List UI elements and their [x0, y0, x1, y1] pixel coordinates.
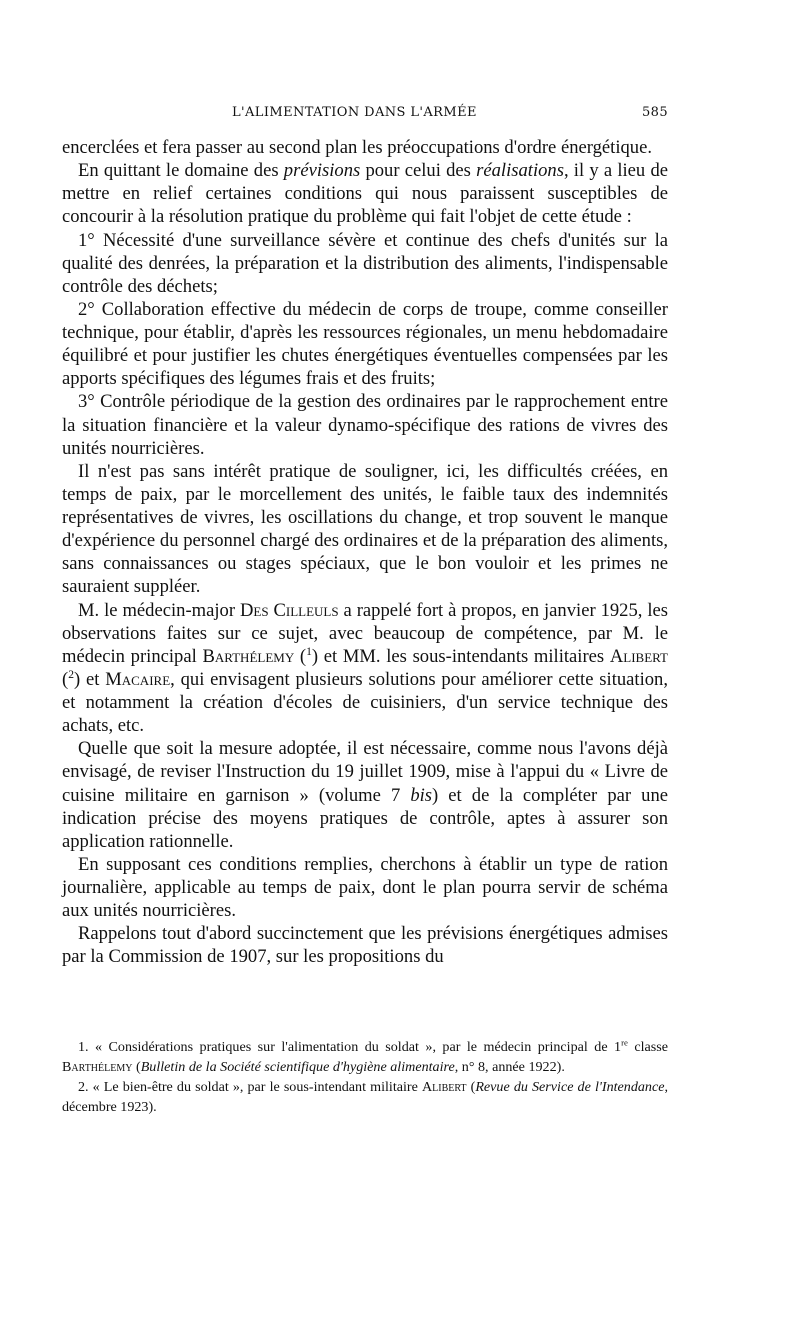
author-name: Alibert [609, 645, 668, 667]
emphasis: bis [410, 784, 433, 806]
paragraph: M. le médecin-major Des Cilleuls a rappelé fort à propos, en janvier 1925, les observations faites sur ce sujet, avec beaucoup de compétence, par M. le médecin principal Barthélemy ($^1$) et MM. les sous-intendants militaires Alibert ($^2$) et Macaire, qui envisagent plusieurs solutions pour améliorer cette situation, et notamment la création d'écoles de cuisiniers, d'un service technique des achats, etc. [62, 599, 668, 737]
footnote: 1. « Considérations pratiques sur l'alimentation du soldat », par le médecin principal de 1re classe Barthélemy (Bulletin de la Société scientifique d'hygiène alimentaire, n° 8, année 1922). [62, 1037, 668, 1075]
list-item: 1° Nécessité d'une surveillance sévère et continue des chefs d'unités sur la qualité des denrées, la préparation et la distribution des aliments, l'indispensable contrôle des déchets; [62, 229, 668, 297]
running-title: L'ALIMENTATION DANS L'ARMÉE [232, 105, 477, 120]
footnotes [62, 1037, 668, 1117]
emphasis: réalisations [476, 160, 564, 182]
list-item: 2° Collaboration effective du médecin de corps de troupe, comme conseiller technique, pour établir, d'après les ressources régionales, un menu hebdomadaire équilibré et pour justifier les chutes énergétiques éventuelles compensées par les apports spécifiques des légumes frais et des fruits; [62, 298, 668, 390]
author-name: Barthélemy [62, 1059, 133, 1075]
footnote-ref: 2 [68, 668, 74, 681]
page-number: 585 [641, 105, 668, 120]
author-name: Alibert [421, 1079, 467, 1095]
author-name: Barthélemy [202, 645, 295, 667]
footnote-ref: 1 [306, 645, 312, 658]
running-header [62, 100, 668, 128]
emphasis: prévisions [283, 160, 361, 182]
author-name: Macaire [105, 668, 171, 690]
journal-title: Bulletin de la Société scientifique d'hygiène alimentaire [140, 1059, 455, 1075]
footnote: 2. « Le bien-être du soldat », par le sous-intendant militaire Alibert (Revue du Service de l'Intendance, décembre 1923). [62, 1079, 669, 1115]
paragraph: encerclées et fera passer au second plan les préoccupations d'ordre énergétique. [62, 137, 652, 158]
journal-title: Revue du Service de l'Intendance [475, 1079, 665, 1095]
paragraph: En supposant ces conditions remplies, cherchons à établir un type de ration journalière, applicable au temps de paix, dont le plan pourra servir de schéma aux unités nourricières. [62, 853, 668, 922]
author-name: Des Cilleuls [239, 599, 339, 621]
paragraph: Quelle que soit la mesure adoptée, il est nécessaire, comme nous l'avons déjà envisagé, de reviser l'Instruction du 19 juillet 1909, mise à l'appui du « Livre de cuisine militaire en garnison » (volume 7 bis) et de la compléter par une indication précise des moyens pratiques de contrôle, aptes à assurer son application rationnelle. [62, 738, 668, 852]
paragraph: Il n'est pas sans intérêt pratique de souligner, ici, les difficultés créées, en temps de paix, par le morcellement des unités, le faible taux des indemnités représentatives de vivres, les oscillations du change, et trop souvent le manque d'expérience du personnel chargé des ordinaires et de la préparation des aliments, sans connaissances ou stages spéciaux, que le bon vouloir et les primes ne sauraient suppléer. [62, 460, 668, 598]
list-item: 3° Contrôle périodique de la gestion des ordinaires par le rapprochement entre la situation financière et la valeur dynamo-spécifique des rations de vivres des unités nourricières. [62, 391, 668, 459]
paragraph: Rappelons tout d'abord succinctement que les prévisions énergétiques admises par la Commission de 1907, sur les propositions du [62, 923, 668, 968]
body-text [62, 136, 668, 969]
paragraph: En quittant le domaine des prévisions pour celui des réalisations, il y a lieu de mettre en relief certaines conditions qui nous paraissent susceptibles de concourir à la résolution pratique du problème qui fait l'objet de cette étude : [62, 160, 668, 228]
